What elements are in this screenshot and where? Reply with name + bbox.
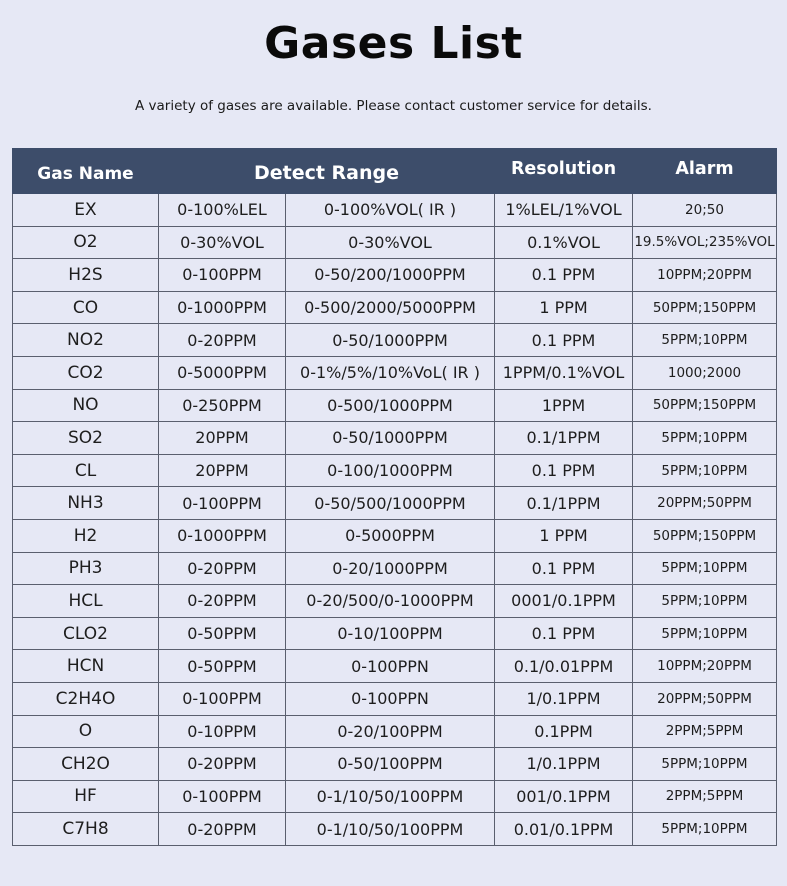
table-row <box>13 682 777 715</box>
cell-detect-range-optional: 0-1/10/50/100PPM <box>286 813 495 846</box>
cell-gas-name: HCN <box>13 650 159 683</box>
cell-gas-name: O <box>13 715 159 748</box>
cell-resolution: 0.01/0.1PPM <box>495 813 633 846</box>
cell-resolution: 0.1/1PPM <box>495 422 633 455</box>
cell-resolution: 1 PPM <box>495 291 633 324</box>
header-gas-name: Gas Name <box>13 149 159 194</box>
cell-resolution: 0.1 PPM <box>495 324 633 357</box>
cell-detect-range-primary: 20PPM <box>159 422 286 455</box>
gases-table <box>12 148 777 846</box>
cell-detect-range-optional: 0-20/100PPM <box>286 715 495 748</box>
table-row <box>13 356 777 389</box>
cell-detect-range-primary: 0-100PPM <box>159 780 286 813</box>
table-row <box>13 715 777 748</box>
cell-alarm: 5PPM;10PPM <box>633 422 777 455</box>
table-row <box>13 389 777 422</box>
cell-alarm: 1000;2000 <box>633 356 777 389</box>
cell-resolution: 1PPM/0.1%VOL <box>495 356 633 389</box>
cell-gas-name: PH3 <box>13 552 159 585</box>
header-alarm: Alarm <box>633 149 777 194</box>
cell-alarm: 5PPM;10PPM <box>633 585 777 618</box>
header-resolution: Resolution <box>495 149 633 194</box>
table-row <box>13 454 777 487</box>
cell-resolution: 0.1 PPM <box>495 617 633 650</box>
cell-detect-range-primary: 0-50PPM <box>159 650 286 683</box>
cell-gas-name: H2 <box>13 519 159 552</box>
cell-detect-range-optional: 0-50/1000PPM <box>286 422 495 455</box>
cell-detect-range-primary: 0-5000PPM <box>159 356 286 389</box>
cell-alarm: 5PPM;10PPM <box>633 552 777 585</box>
cell-alarm: 20PPM;50PPM <box>633 682 777 715</box>
cell-detect-range-primary: 20PPM <box>159 454 286 487</box>
cell-detect-range-optional: 0-1%/5%/10%VoL( IR ) <box>286 356 495 389</box>
page-subtitle: A variety of gases are available. Please contact customer service for details. <box>135 98 652 114</box>
cell-detect-range-primary: 0-1000PPM <box>159 519 286 552</box>
cell-gas-name: CLO2 <box>13 617 159 650</box>
cell-detect-range-primary: 0-50PPM <box>159 617 286 650</box>
cell-alarm: 5PPM;10PPM <box>633 324 777 357</box>
gases-table-header <box>13 149 777 194</box>
cell-resolution: 0.1 PPM <box>495 552 633 585</box>
cell-alarm: 50PPM;150PPM <box>633 389 777 422</box>
cell-detect-range-optional: 0-500/2000/5000PPM <box>286 291 495 324</box>
table-row <box>13 519 777 552</box>
cell-alarm: 5PPM;10PPM <box>633 617 777 650</box>
table-row <box>13 324 777 357</box>
table-row <box>13 780 777 813</box>
gases-table-body <box>13 194 777 846</box>
header-row <box>13 149 777 194</box>
cell-gas-name: CL <box>13 454 159 487</box>
cell-gas-name: H2S <box>13 259 159 292</box>
cell-detect-range-optional: 0-20/1000PPM <box>286 552 495 585</box>
cell-gas-name: HCL <box>13 585 159 618</box>
cell-resolution: 0.1 PPM <box>495 259 633 292</box>
cell-detect-range-primary: 0-20PPM <box>159 813 286 846</box>
cell-alarm: 5PPM;10PPM <box>633 748 777 781</box>
cell-detect-range-primary: 0-20PPM <box>159 585 286 618</box>
cell-resolution: 1/0.1PPM <box>495 682 633 715</box>
cell-resolution: 1/0.1PPM <box>495 748 633 781</box>
table-row <box>13 194 777 227</box>
cell-gas-name: HF <box>13 780 159 813</box>
cell-gas-name: CO <box>13 291 159 324</box>
cell-detect-range-optional: 0-5000PPM <box>286 519 495 552</box>
cell-resolution: 1%LEL/1%VOL <box>495 194 633 227</box>
cell-alarm: 50PPM;150PPM <box>633 519 777 552</box>
cell-detect-range-primary: 0-20PPM <box>159 324 286 357</box>
cell-detect-range-primary: 0-250PPM <box>159 389 286 422</box>
table-row <box>13 650 777 683</box>
cell-detect-range-primary: 0-100PPM <box>159 682 286 715</box>
cell-detect-range-optional: 0-10/100PPM <box>286 617 495 650</box>
page-title: Gases List <box>264 18 523 69</box>
cell-alarm: 20PPM;50PPM <box>633 487 777 520</box>
cell-gas-name: NO <box>13 389 159 422</box>
cell-gas-name: CH2O <box>13 748 159 781</box>
cell-gas-name: CO2 <box>13 356 159 389</box>
table-row <box>13 617 777 650</box>
cell-detect-range-optional: 0-500/1000PPM <box>286 389 495 422</box>
cell-resolution: 0001/0.1PPM <box>495 585 633 618</box>
cell-detect-range-primary: 0-20PPM <box>159 748 286 781</box>
cell-detect-range-optional: 0-100/1000PPM <box>286 454 495 487</box>
cell-alarm: 20;50 <box>633 194 777 227</box>
cell-detect-range-primary: 0-100%LEL <box>159 194 286 227</box>
cell-detect-range-optional: 0-50/500/1000PPM <box>286 487 495 520</box>
cell-gas-name: O2 <box>13 226 159 259</box>
cell-detect-range-primary: 0-30%VOL <box>159 226 286 259</box>
cell-gas-name: EX <box>13 194 159 227</box>
table-row <box>13 291 777 324</box>
header-detect-range: Detect Range <box>159 149 495 194</box>
table-row <box>13 813 777 846</box>
cell-alarm: 10PPM;20PPM <box>633 259 777 292</box>
cell-alarm: 19.5%VOL;235%VOL <box>633 226 777 259</box>
cell-detect-range-optional: 0-50/1000PPM <box>286 324 495 357</box>
cell-resolution: 1 PPM <box>495 519 633 552</box>
cell-resolution: 0.1 PPM <box>495 454 633 487</box>
cell-detect-range-optional: 0-50/200/1000PPM <box>286 259 495 292</box>
cell-gas-name: C2H4O <box>13 682 159 715</box>
cell-detect-range-optional: 0-20/500/0-1000PPM <box>286 585 495 618</box>
cell-alarm: 50PPM;150PPM <box>633 291 777 324</box>
table-row <box>13 422 777 455</box>
table-row <box>13 226 777 259</box>
cell-resolution: 001/0.1PPM <box>495 780 633 813</box>
cell-resolution: 0.1/1PPM <box>495 487 633 520</box>
cell-detect-range-optional: 0-50/100PPM <box>286 748 495 781</box>
cell-alarm: 2PPM;5PPM <box>633 715 777 748</box>
cell-resolution: 1PPM <box>495 389 633 422</box>
cell-detect-range-primary: 0-100PPM <box>159 487 286 520</box>
cell-gas-name: C7H8 <box>13 813 159 846</box>
table-row <box>13 748 777 781</box>
cell-detect-range-primary: 0-100PPM <box>159 259 286 292</box>
cell-detect-range-primary: 0-10PPM <box>159 715 286 748</box>
cell-resolution: 0.1%VOL <box>495 226 633 259</box>
cell-alarm: 5PPM;10PPM <box>633 813 777 846</box>
table-row <box>13 552 777 585</box>
table-row <box>13 585 777 618</box>
cell-alarm: 2PPM;5PPM <box>633 780 777 813</box>
cell-detect-range-optional: 0-100PPN <box>286 682 495 715</box>
cell-detect-range-primary: 0-20PPM <box>159 552 286 585</box>
cell-detect-range-optional: 0-100%VOL( IR ) <box>286 194 495 227</box>
cell-alarm: 5PPM;10PPM <box>633 454 777 487</box>
table-row <box>13 259 777 292</box>
cell-gas-name: NO2 <box>13 324 159 357</box>
cell-detect-range-optional: 0-1/10/50/100PPM <box>286 780 495 813</box>
cell-detect-range-optional: 0-30%VOL <box>286 226 495 259</box>
cell-gas-name: SO2 <box>13 422 159 455</box>
cell-resolution: 0.1/0.01PPM <box>495 650 633 683</box>
cell-detect-range-primary: 0-1000PPM <box>159 291 286 324</box>
cell-gas-name: NH3 <box>13 487 159 520</box>
table-row <box>13 487 777 520</box>
cell-resolution: 0.1PPM <box>495 715 633 748</box>
cell-detect-range-optional: 0-100PPN <box>286 650 495 683</box>
cell-alarm: 10PPM;20PPM <box>633 650 777 683</box>
